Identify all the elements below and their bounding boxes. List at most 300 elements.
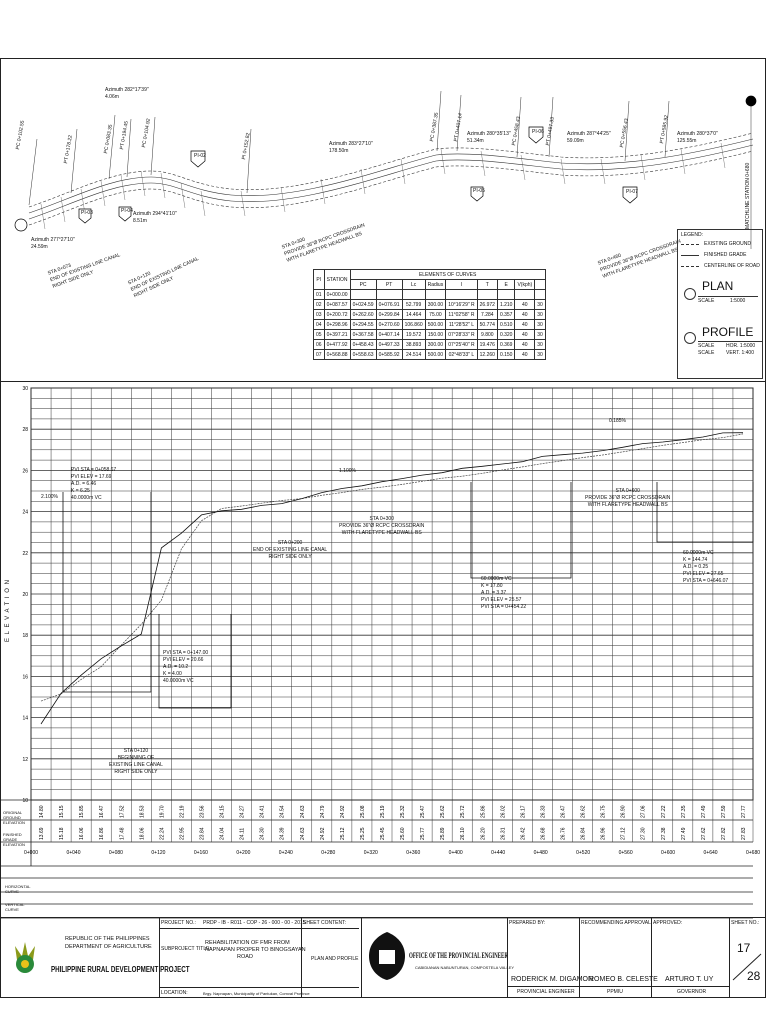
pi-marker-label: PI-02 [194,153,206,159]
x-tick-label: 0+120 [151,850,166,856]
th-station: STATION [324,270,350,290]
curve-table-row [314,330,546,340]
curve-table-cell: 0+407.14 [376,330,402,340]
curve-table-cell: 0+200.72 [324,310,350,320]
fg-row-label: FINISHED GRADE ELEVATION [3,832,25,847]
curve-table-cell [535,290,546,300]
th-extra [535,280,546,290]
x-tick-label: 0+200 [236,850,251,856]
fg-elev: 27.83 [740,827,747,840]
curve-table-cell: 30 [535,330,546,340]
curve-table-cell: 11°02'58" R [446,310,477,320]
profile-view [1,381,765,930]
curve-table-cell: 0+262.60 [350,310,376,320]
profile-note: STA 0+120 BEGINNING OF EXISTING LINE CANAL RIGHT SIDE ONLY [109,748,163,775]
curve-table-cell [376,290,402,300]
station-label: PT 0+194.45 [119,120,130,151]
curve-table-cell [515,290,535,300]
og-elev: 24.63 [299,805,306,818]
vc-data: PVI STA = 0+058.67 PVI ELEV = 17.69 A.D. = 6.46 K = 6.25 40.0000m VC [71,467,117,501]
curve-table-cell: 300.00 [425,340,446,350]
og-elev: 24.27 [239,805,246,818]
fg-elev: 25.12 [339,827,346,840]
cell [159,918,201,998]
plan-scale: 1:5000 [730,298,746,304]
curve-table-cell: 40 [515,350,535,360]
fg-elev: 26.76 [560,827,567,840]
fg-elev: 13.69 [39,827,46,840]
curve-table-cell: 04 [314,320,325,330]
plan-note: STA 0+120 END OF EXISTING LINE CANAL RIGHT SIDE ONLY [127,255,200,300]
matchline-label: MATCHLINE STATION 0+680 [745,162,751,229]
fg-elev: 24.30 [259,827,266,840]
azimuth-label: Azimuth 282°17'39" 4.06m [105,87,149,100]
recommend-label: RECOMMENDING APPROVAL: [581,920,653,926]
grade-percent: 0.185% [609,418,626,424]
drawing-sheet [0,58,766,998]
vc-row-label: VERTICAL CURVE [5,902,25,912]
azimuth-label: Azimuth 277°27'10" 24.59m [31,237,75,250]
curve-table-row [314,300,546,310]
curve-table-row [314,340,546,350]
profile-scale-v: VERT. 1:400 [726,350,754,356]
profile-note: STA 0+200 END OF EXISTING LINE CANAL RIGHT SIDE ONLY [253,540,328,560]
subproject-title: REHABILITATION OF FMR FROM NAPNAPAN PROPER TO BINOGSAYAN ROAD [205,940,306,960]
legend-item: FINISHED GRADE [704,252,747,258]
approved-title: GOVERNOR [677,989,707,995]
office-address: CABIDIANAN NABUNTURAN, COMPOSTELA VALLEY [415,965,515,970]
provincial-seal [367,930,407,982]
x-tick-label: 0+080 [108,850,123,856]
curve-table-cell: 0+458.43 [350,340,376,350]
y-tick-label: 22 [22,550,28,557]
curve-table-cell: 50.774 [477,320,497,330]
recommend-name: ROMEO B. CELESTE [589,976,658,983]
azimuth-label: Azimuth 287°44'25" 59.09m [567,131,611,144]
og-elev: 27.59 [720,805,727,818]
fg-elev: 24.92 [319,827,326,840]
curve-table-cell: 40 [515,300,535,310]
curve-table-cell [497,290,515,300]
project-name: PHILIPPINE RURAL DEVELOPMENT PROJECT [51,965,190,974]
curve-table-cell: 02°48'33" L [446,350,477,360]
curve-table-cell: 0+497.33 [376,340,402,350]
x-tick-label: 0+440 [491,850,506,856]
curve-table-cell: 75.00 [425,310,446,320]
curve-table-cell: 12.260 [477,350,497,360]
azimuth-label: Azimuth 280°37'0" 125.55m [677,131,718,144]
curve-table-cell: 06 [314,340,325,350]
curve-table-cell: 500.00 [425,320,446,330]
curve-table-cell: 24.514 [402,350,425,360]
curve-table-row [314,290,546,300]
curve-table-cell: 30 [535,340,546,350]
curve-table-cell: 0+087.57 [324,300,350,310]
sheet-content: PLAN AND PROFILE [311,956,359,962]
curve-table-cell: 0+397.21 [324,330,350,340]
fg-elev: 26.84 [580,827,587,840]
azimuth-label: Azimuth 280°35'13" 51.34m [467,131,511,144]
sheet-no-label: SHEET NO.: [731,920,760,926]
profile-scale-label: SCALE [698,350,715,356]
curve-table-cell: 7.284 [477,310,497,320]
curve-table-cell: 0.369 [497,340,515,350]
prepared-name: RODERICK M. DIGAMON [511,976,594,983]
curve-table-cell: 30 [535,320,546,330]
x-tick-label: 0+280 [321,850,336,856]
curve-table-cell: 14.464 [402,310,425,320]
x-tick-label: 0+480 [533,850,548,856]
vc-data: 60.0000m VC K = 17.80 A.D. = 3.37 PVI ELEV = 25.57 PVI STA = 0+454.22 [481,576,527,610]
prepared-label: PREPARED BY: [509,920,546,926]
x-tick-label: 0+640 [703,850,718,856]
curve-table-cell: 0+270.60 [376,320,402,330]
curve-table-cell: 07°28'33" R [446,330,477,340]
fg-elev: 27.62 [700,827,707,840]
grade-percent: 1.100% [339,468,356,474]
curve-table-cell: 03 [314,310,325,320]
fg-elev: 27.12 [620,827,627,840]
vc-bracket [471,482,571,578]
x-tick-label: 0+320 [363,850,378,856]
pi-marker-label: PI-06 [532,129,544,135]
th-radius: Radius [425,280,446,290]
station-label: PC 0+104.92 [141,118,153,149]
og-elev: 26.62 [580,805,587,818]
og-elev: 22.19 [179,805,186,818]
profile-symbol [684,332,696,344]
curve-table-cell: 0.150 [497,350,515,360]
pi-marker-label: PI-07 [626,189,638,195]
fg-elev: 24.39 [279,827,286,840]
station-label: PI 0+152.82 [241,132,252,161]
profile-title: PROFILE [702,325,754,339]
pi-marker-label: PI-05 [473,188,485,194]
curve-elements-table [313,269,546,360]
x-tick-label: 0+000 [23,850,39,856]
y-tick-label: 12 [22,756,28,763]
og-elev: 26.02 [500,805,507,818]
fg-elev: 25.25 [359,827,366,840]
og-elev: 19.70 [159,805,166,818]
fg-elev: 26.31 [500,827,507,840]
og-elev: 26.75 [600,805,607,818]
og-elev: 25.72 [460,805,467,818]
sheet-content-label: SHEET CONTENT: [303,920,346,926]
curve-table-cell [446,290,477,300]
y-tick-label: 10 [22,798,28,804]
th-lc: Lc [402,280,425,290]
og-elev: 25.08 [359,805,366,818]
plan-view [1,59,765,381]
plan-scale-label: SCALE [698,298,715,304]
fg-elev: 17.48 [119,827,126,840]
og-elev: 26.90 [620,805,627,818]
fg-elev: 26.20 [480,827,487,840]
x-tick-label: 0+040 [66,850,81,856]
og-elev: 24.92 [339,805,346,818]
fg-elev: 15.18 [59,827,66,840]
og-elev: 27.22 [660,805,667,818]
sheet-number: 17 [737,941,751,955]
pi-marker-label: PI-04 [121,208,133,214]
og-elev: 25.32 [400,805,407,818]
vc-data: 60.0000m VC K = 144.74 A.D. = 0.25 PVI ELEV = 27.65 PVI STA = 0+646.07 [683,550,729,584]
subproject-label: SUBPROJECT TITLE: [161,946,211,952]
profile-scale-label: SCALE [698,343,715,349]
og-elev: 26.17 [520,805,527,818]
fg-elev: 24.04 [219,827,226,840]
og-elev: 24.54 [279,805,286,818]
x-tick-label: 0+520 [576,850,591,856]
og-elev: 26.33 [540,805,547,818]
prepared-title: PROVINCIAL ENGINEER [517,989,575,995]
curve-table-cell: 11°28'52" L [446,320,477,330]
elevation-axis-label: E L E V A T I O N [5,579,11,642]
station-label: PC 0+556.43 [619,118,631,149]
y-tick-label: 18 [22,633,28,640]
og-elev: 24.41 [259,805,266,818]
curve-table-cell: 0+585.92 [376,350,402,360]
curve-table-cell: 300.00 [425,300,446,310]
plan-underline [698,296,758,297]
og-elev: 24.79 [319,805,326,818]
title-block [1,917,765,998]
curve-table-cell: 07°25'40" R [446,340,477,350]
fg-elev: 25.45 [379,827,386,840]
plan-title: PLAN [702,279,734,293]
y-tick-label: 28 [22,427,28,434]
og-elev: 27.35 [680,805,687,818]
grade-percent: 2.100% [41,494,58,500]
fg-elev: 26.10 [460,827,467,840]
curve-table-cell: 30 [535,350,546,360]
curve-table-cell [402,290,425,300]
y-tick-label: 26 [22,468,28,475]
curve-table-cell: 0+000.00 [324,290,350,300]
x-tick-label: 0+560 [618,850,633,856]
location-label: LOCATION: [161,990,188,996]
curve-table-cell: 26.972 [477,300,497,310]
curve-table-cell: 0.357 [497,310,515,320]
station-label: PC 0+387.35 [429,112,441,143]
th-pc: PC [350,280,376,290]
da-logo [5,938,45,978]
curve-table-cell: 0+024.59 [350,300,376,310]
legend-item: CENTERLINE OF ROAD [704,263,760,269]
curve-table-cell: 30 [535,300,546,310]
profile-note: STA 0+300 PROVIDE 36"Ø RCPC CROSSDRAIN WITH FLARETYPE HEADWALL BS [339,516,425,536]
fg-elev: 27.30 [640,827,647,840]
project-no: PRDP - IB - R011 - COP - 26 - 000 - 00 - 2015 [203,920,306,926]
th-t: T [477,280,497,290]
curve-table-cell: 40 [515,310,535,320]
plan-symbol [684,288,696,300]
og-row-label: ORIGINAL GROUND ELEVATION [3,810,25,825]
x-tick-label: 0+600 [661,850,676,856]
sheet-total: 28 [747,969,761,983]
y-tick-label: 24 [22,509,28,516]
th-v: V(kph) [515,280,535,290]
og-elev: 23.56 [199,805,206,818]
azimuth-label: Azimuth 294°41'10" 8.51m [133,211,177,224]
plan-note: STA 0+460 PROVIDE 36"Ø RCPC CROSSDRAIN WITH FLARETYPE HEADWALL BS [597,238,682,280]
fg-elev: 23.84 [199,827,206,840]
curve-table-cell: 500.00 [425,350,446,360]
curve-table-cell: 1.210 [497,300,515,310]
y-tick-label: 16 [22,674,28,681]
fg-elev: 27.38 [660,827,667,840]
curve-table-cell: 0+076.91 [376,300,402,310]
th-i: I [446,280,477,290]
curve-table-cell: 05 [314,330,325,340]
curve-table-cell: 106.860 [402,320,425,330]
cell [579,918,651,998]
curve-table-row [314,350,546,360]
curve-table-cell: 0+558.63 [350,350,376,360]
curve-table-cell: 0+294.55 [350,320,376,330]
curve-table-cell: 40 [515,330,535,340]
x-tick-label: 0+400 [448,850,463,856]
og-elev: 17.52 [119,805,126,818]
curve-table-cell: 19.476 [477,340,497,350]
curve-table-cell [350,290,376,300]
og-elev: 27.06 [640,805,647,818]
pi-marker-label: PI-03 [81,210,93,216]
curve-table-cell: 19.572 [402,330,425,340]
curve-table-cell [477,290,497,300]
profile-underline [698,341,762,342]
curve-table-cell: 0+367.58 [350,330,376,340]
og-elev: 16.47 [99,805,106,818]
curve-table-title: ELEMENTS OF CURVES [350,270,545,280]
profile-drawing [1,382,765,930]
og-elev: 15.85 [79,805,86,818]
fg-elev: 27.49 [680,827,687,840]
plan-note: STA 0+073 END OF EXISTING LINE CANAL RIGHT SIDE ONLY [47,252,122,290]
og-elev: 24.15 [219,805,226,818]
og-elev: 25.62 [440,805,447,818]
location: Brgy. Napnapan, Municipality of Pantukan, Comval Province [203,991,310,996]
curve-table-cell: 9.800 [477,330,497,340]
fg-elev: 24.63 [299,827,306,840]
fg-elev: 18.06 [139,827,146,840]
x-tick-label: 0+160 [193,850,208,856]
fg-elev: 26.68 [540,827,547,840]
fg-elev: 26.42 [520,827,527,840]
og-elev: 27.77 [740,805,747,818]
og-elev: 25.47 [420,805,427,818]
fg-elev: 16.86 [99,827,106,840]
curve-table-row [314,320,546,330]
fg-elev: 25.60 [400,827,407,840]
curve-table-cell [425,290,446,300]
og-elev: 18.53 [139,805,146,818]
station-label: PC 0+458.43 [511,116,523,147]
curve-table-cell: 40 [515,340,535,350]
curve-table-cell: 0+477.92 [324,340,350,350]
azimuth-label: Azimuth 283°27'10" 178.50m [329,141,373,154]
legend-swatch [681,255,699,256]
legend-box [677,229,763,379]
legend-title: LEGEND: [681,232,703,238]
x-tick-label: 0+240 [278,850,293,856]
station-label: PC 0+083.35 [103,124,115,155]
th-e: E [497,280,515,290]
curve-table-cell: 02 [314,300,325,310]
og-elev: 27.49 [700,805,707,818]
curve-table-cell: 0.320 [497,330,515,340]
profile-scale-h: HOR. 1:5000 [726,343,756,349]
station-label: PT 0+407.14 [453,112,464,143]
office-name: OFFICE OF THE PROVINCIAL ENGINEER [409,951,508,960]
curve-table-cell: 10°16'29" R [446,300,477,310]
curve-table-cell: 30 [535,310,546,320]
x-tick-label: 0+360 [406,850,421,856]
recommend-title: PPMIU [607,989,623,995]
og-elev: 25.86 [480,805,487,818]
og-elev: 15.15 [59,805,66,818]
project-no-label: PROJECT NO.: [161,920,196,926]
approved-label: APPROVED: [653,920,683,926]
fg-elev: 16.06 [79,827,86,840]
profile-note: STA 0+600 PROVIDE 36"Ø RCPC CROSSDRAIN WITH FLARETYPE HEADWALL BS [585,488,671,508]
fg-elev: 25.89 [440,827,447,840]
fg-elev: 22.95 [179,827,186,840]
station-label: PC 0+102.55 [15,120,27,151]
fg-elev: 24.11 [239,827,246,840]
fg-elev: 22.24 [159,827,166,840]
y-tick-label: 30 [22,386,28,392]
plan-note: STA 0+300 PROVIDE 36"Ø RCPC CROSSDRAIN WITH FLARETYPE HEADWALL BS [281,222,366,264]
fg-elev: 27.82 [720,827,727,840]
y-tick-label: 14 [22,715,28,722]
curve-table-cell: 01 [314,290,325,300]
og-elev: 26.47 [560,805,567,818]
legend-item: EXISTING GROUND [704,241,751,247]
curve-table-cell: 52.799 [402,300,425,310]
agency-line-1: REPUBLIC OF THE PHILIPPINES [65,936,150,942]
curve-table-cell: 40 [515,320,535,330]
x-tick-label: 0+680 [745,850,761,856]
legend-swatch [681,244,699,245]
curve-table-row [314,310,546,320]
cell [651,918,729,998]
fg-elev: 25.77 [420,827,427,840]
og-elev: 14.80 [39,805,46,818]
th-pi: PI [314,270,325,290]
curve-table-cell: 38.893 [402,340,425,350]
station-label: PT 0+585.92 [659,114,670,145]
og-elev: 25.19 [379,805,386,818]
curve-table-cell: 0+568.88 [324,350,350,360]
fg-elev: 26.96 [600,827,607,840]
curve-table-cell: 150.00 [425,330,446,340]
curve-table-cell: 0+299.84 [376,310,402,320]
agency-line-2: DEPARTMENT OF AGRICULTURE [65,944,152,950]
vc-data: PVI STA = 0+147.00 PVI ELEV = 20.66 A.D. = 10.2 K = 4.00 40.0000m VC [163,650,209,684]
legend-swatch [681,266,699,267]
th-pt: PT [376,280,402,290]
curve-table-cell: 0.510 [497,320,515,330]
hc-row-label: HORIZONTAL CURVE [5,884,31,894]
approved-name: ARTURO T. UY [665,976,714,983]
curve-table-cell: 0+298.96 [324,320,350,330]
station-label: PT 0+497.33 [545,116,556,147]
station-label: PT 0+178.22 [63,134,74,165]
curve-table-cell: 07 [314,350,325,360]
y-tick-label: 20 [22,592,28,598]
